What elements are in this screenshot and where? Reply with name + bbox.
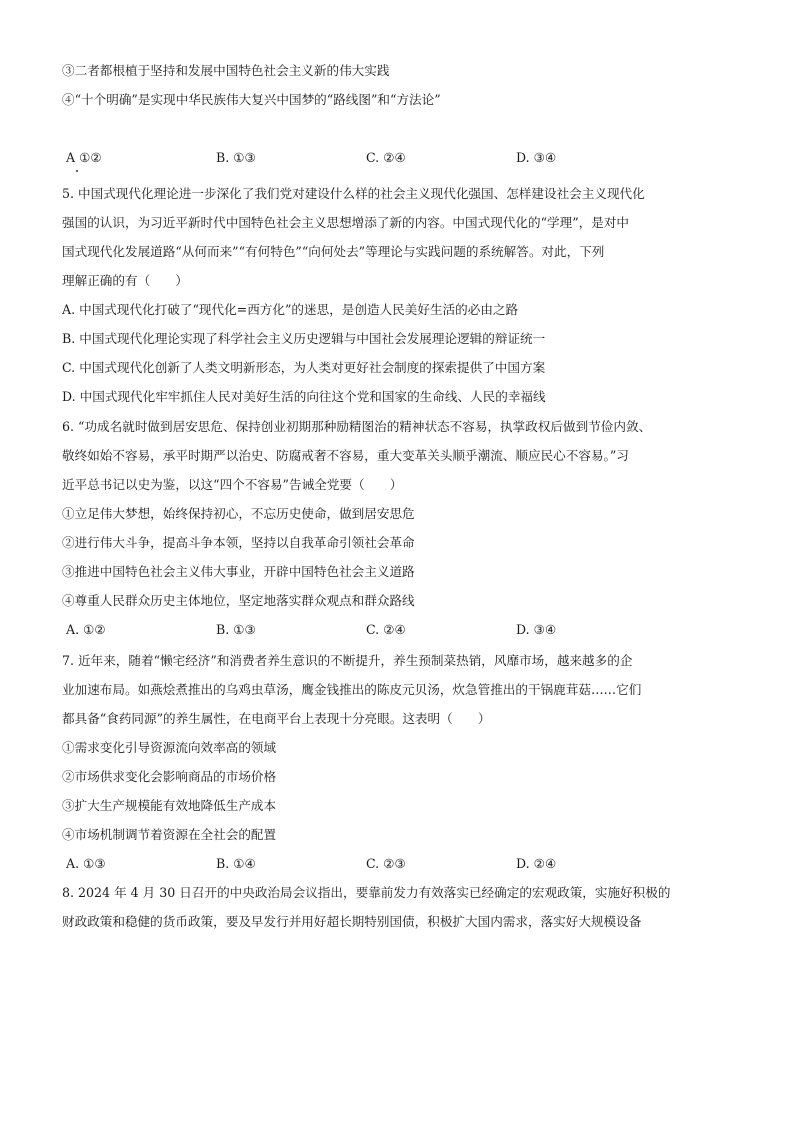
q6-option-d: D. ③④ — [516, 622, 557, 637]
q5-option-c: C. 中国式现代化创新了人类文明新形态，为人类对更好社会制度的探索提供了中国方案 — [62, 360, 546, 375]
q5-option-b: B. 中国式现代化理论实现了科学社会主义历史逻辑与中国社会发展理论逻辑的辩证统一 — [62, 331, 546, 346]
q4-option-b: B. ①③ — [216, 150, 256, 165]
q4-statement-3: ④“十个明确”是实现中华民族伟大复兴中国梦的“路线图”和“方法论” — [62, 92, 441, 107]
q5-stem-line-3: 国式现代化发展道路“从何而来”“有何特色”“向何处去”等理论与实践问题的系统解答。对此，下列 — [62, 244, 605, 259]
q6-statement-3: ③推进中国特色社会主义伟大事业，开辟中国特色社会主义道路 — [62, 564, 415, 579]
q5-option-d: D. 中国式现代化牢牢抓住人民对美好生活的向往这个党和国家的生命线、人民的幸福线 — [62, 389, 546, 404]
q6-option-b: B. ①③ — [216, 622, 256, 637]
q7-stem-line-1: 7. 近年来，随着“懒宅经济”和消费者养生意识的不断提升，养生预制菜热销，风靡市场，越来越多的企 — [62, 653, 633, 668]
q6-stem-line-1: 6. “功成名就时做到居安思危、保持创业初期那种励精图治的精神状态不容易，执掌政权后做到节俭内敛、 — [62, 419, 652, 434]
q7-option-d: D. ②④ — [516, 856, 557, 871]
q8-stem-line-2: 财政政策和稳健的货币政策，要及早发行并用好超长期特别国债，积极扩大国内需求，落实好大规模设备 — [62, 914, 642, 929]
q7-statement-4: ④市场机制调节着资源在全社会的配置 — [62, 827, 277, 842]
q6-options — [66, 622, 746, 638]
q6-option-a: A. ①② — [66, 622, 106, 637]
stray-dot — [76, 170, 78, 172]
q4-option-d: D. ③④ — [516, 150, 557, 165]
q7-statement-2: ②市场供求变化会影响商品的市场价格 — [62, 769, 277, 784]
q7-statement-3: ③扩大生产规模能有效地降低生产成本 — [62, 798, 277, 813]
q4-option-a: A ①② — [66, 150, 102, 165]
q4-option-c: C. ②④ — [366, 150, 406, 165]
q7-option-a: A. ①③ — [66, 856, 106, 871]
q7-stem-line-2: 业加速布局。如燕烩煮推出的乌鸡虫草汤，鹰金钱推出的陈皮元贝汤，炊急管推出的干锅鹿茸菇……它们 — [62, 682, 642, 697]
q5-option-a: A. 中国式现代化打破了“现代化=西方化”的迷思，是创造人民美好生活的必由之路 — [62, 302, 519, 317]
q4-statement-2: ③二者都根植于坚持和发展中国特色社会主义新的伟大实践 — [62, 63, 390, 78]
q6-option-c: C. ②④ — [366, 622, 406, 637]
q7-stem-line-3: 都具备“食药同源”的养生属性，在电商平台上表现十分亮眼。这表明（ ） — [62, 711, 491, 726]
q5-stem-line-2: 强国的认识，为习近平新时代中国特色社会主义思想增添了新的内容。中国式现代化的“学理”，是对中 — [62, 215, 630, 230]
q5-stem-line-4: 理解正确的有（ ） — [62, 273, 188, 288]
q6-statement-2: ②进行伟大斗争，提高斗争本领，坚持以自我革命引领社会革命 — [62, 535, 415, 550]
q6-stem-line-2: 敬终如始不容易，承平时期严以治史、防腐戒奢不容易，重大变革关头顺乎潮流、顺应民心不容易。”习 — [62, 448, 629, 463]
q7-option-c: C. ②③ — [366, 856, 406, 871]
q7-options — [66, 856, 746, 872]
q6-statement-1: ①立足伟大梦想，始终保持初心，不忘历史使命，做到居安思危 — [62, 506, 415, 521]
q8-stem-line-1: 8. 2024 年 4 月 30 日召开的中央政治局会议指出，要靠前发力有效落实已经确定的宏观政策，实施好积极的 — [62, 885, 671, 900]
q6-stem-line-3: 近平总书记以史为鉴，以这“四个不容易”告诫全党要（ ） — [62, 477, 403, 492]
q4-options — [66, 150, 746, 166]
q7-statement-1: ①需求变化引导资源流向效率高的领域 — [62, 740, 277, 755]
q5-stem-line-1: 5. 中国式现代化理论进一步深化了我们党对建设什么样的社会主义现代化强国、怎样建设社会主义现代化 — [62, 186, 645, 201]
q7-option-b: B. ①④ — [216, 856, 256, 871]
q6-statement-4: ④尊重人民群众历史主体地位，坚定地落实群众观点和群众路线 — [62, 593, 415, 608]
